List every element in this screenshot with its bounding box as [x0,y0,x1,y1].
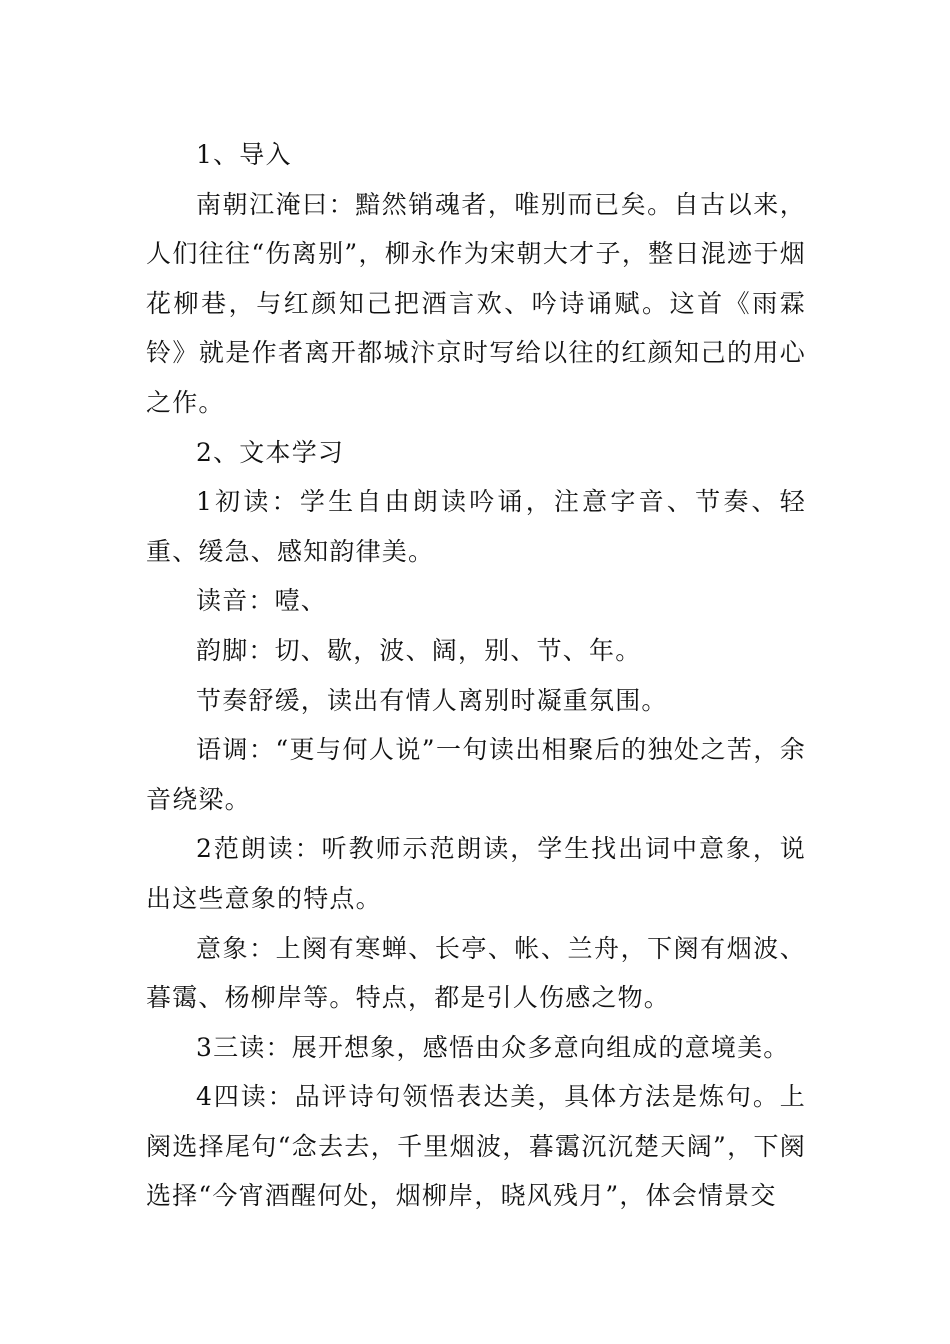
paragraph-model-reading: 2范朗读：听教师示范朗读，学生找出词中意象，说出这些意象的特点。 [146,834,806,913]
paragraph-imagery: 意象：上阕有寒蝉、长亭、帐、兰舟，下阕有烟波、暮霭、杨柳岸等。特点，都是引人伤感之物。 [146,933,806,1013]
paragraph-fourth-reading: 4四读：品评诗句领悟表达美，具体方法是炼句。上阕选择尾句“念去去，千里烟波，暮霭沉沉楚天阔”，下阕选择“今宵酒醒何处，烟柳岸，晓风残月”，体会情景交 [146,1082,806,1211]
paragraph-third-reading: 3三读：展开想象，感悟由众多意向组成的意境美。 [196,1032,790,1062]
paragraph-intonation: 语调：“更与何人说”一句读出相聚后的独处之苦，余音绕梁。 [146,735,806,814]
heading-text-study: 2、文本学习 [196,437,345,467]
document-body [146,130,806,1221]
heading-introduction: 1、导入 [196,140,292,169]
paragraph-first-reading: 1初读：学生自由朗读吟诵，注意字音、节奏、轻重、缓急、感知韵律美。 [146,487,806,566]
paragraph-pronunciation: 读音：噎、 [196,586,328,616]
paragraph-introduction: 南朝江淹曰：黯然销魂者，唯别而已矣。自古以来，人们往往“伤离别”，柳永作为宋朝大才子，整日混迹于烟花柳巷，与红颜知己把酒言欢、吟诗诵赋。这首《雨霖铃》就是作者离开都城汴京时写给以往的红颜知己的用心之作。 [146,189,806,417]
paragraph-rhythm: 节奏舒缓，读出有情人离别时凝重氛围。 [196,685,668,715]
paragraph-rhyme: 韵脚：切、歇，波、阔，别、节、年。 [196,635,642,665]
